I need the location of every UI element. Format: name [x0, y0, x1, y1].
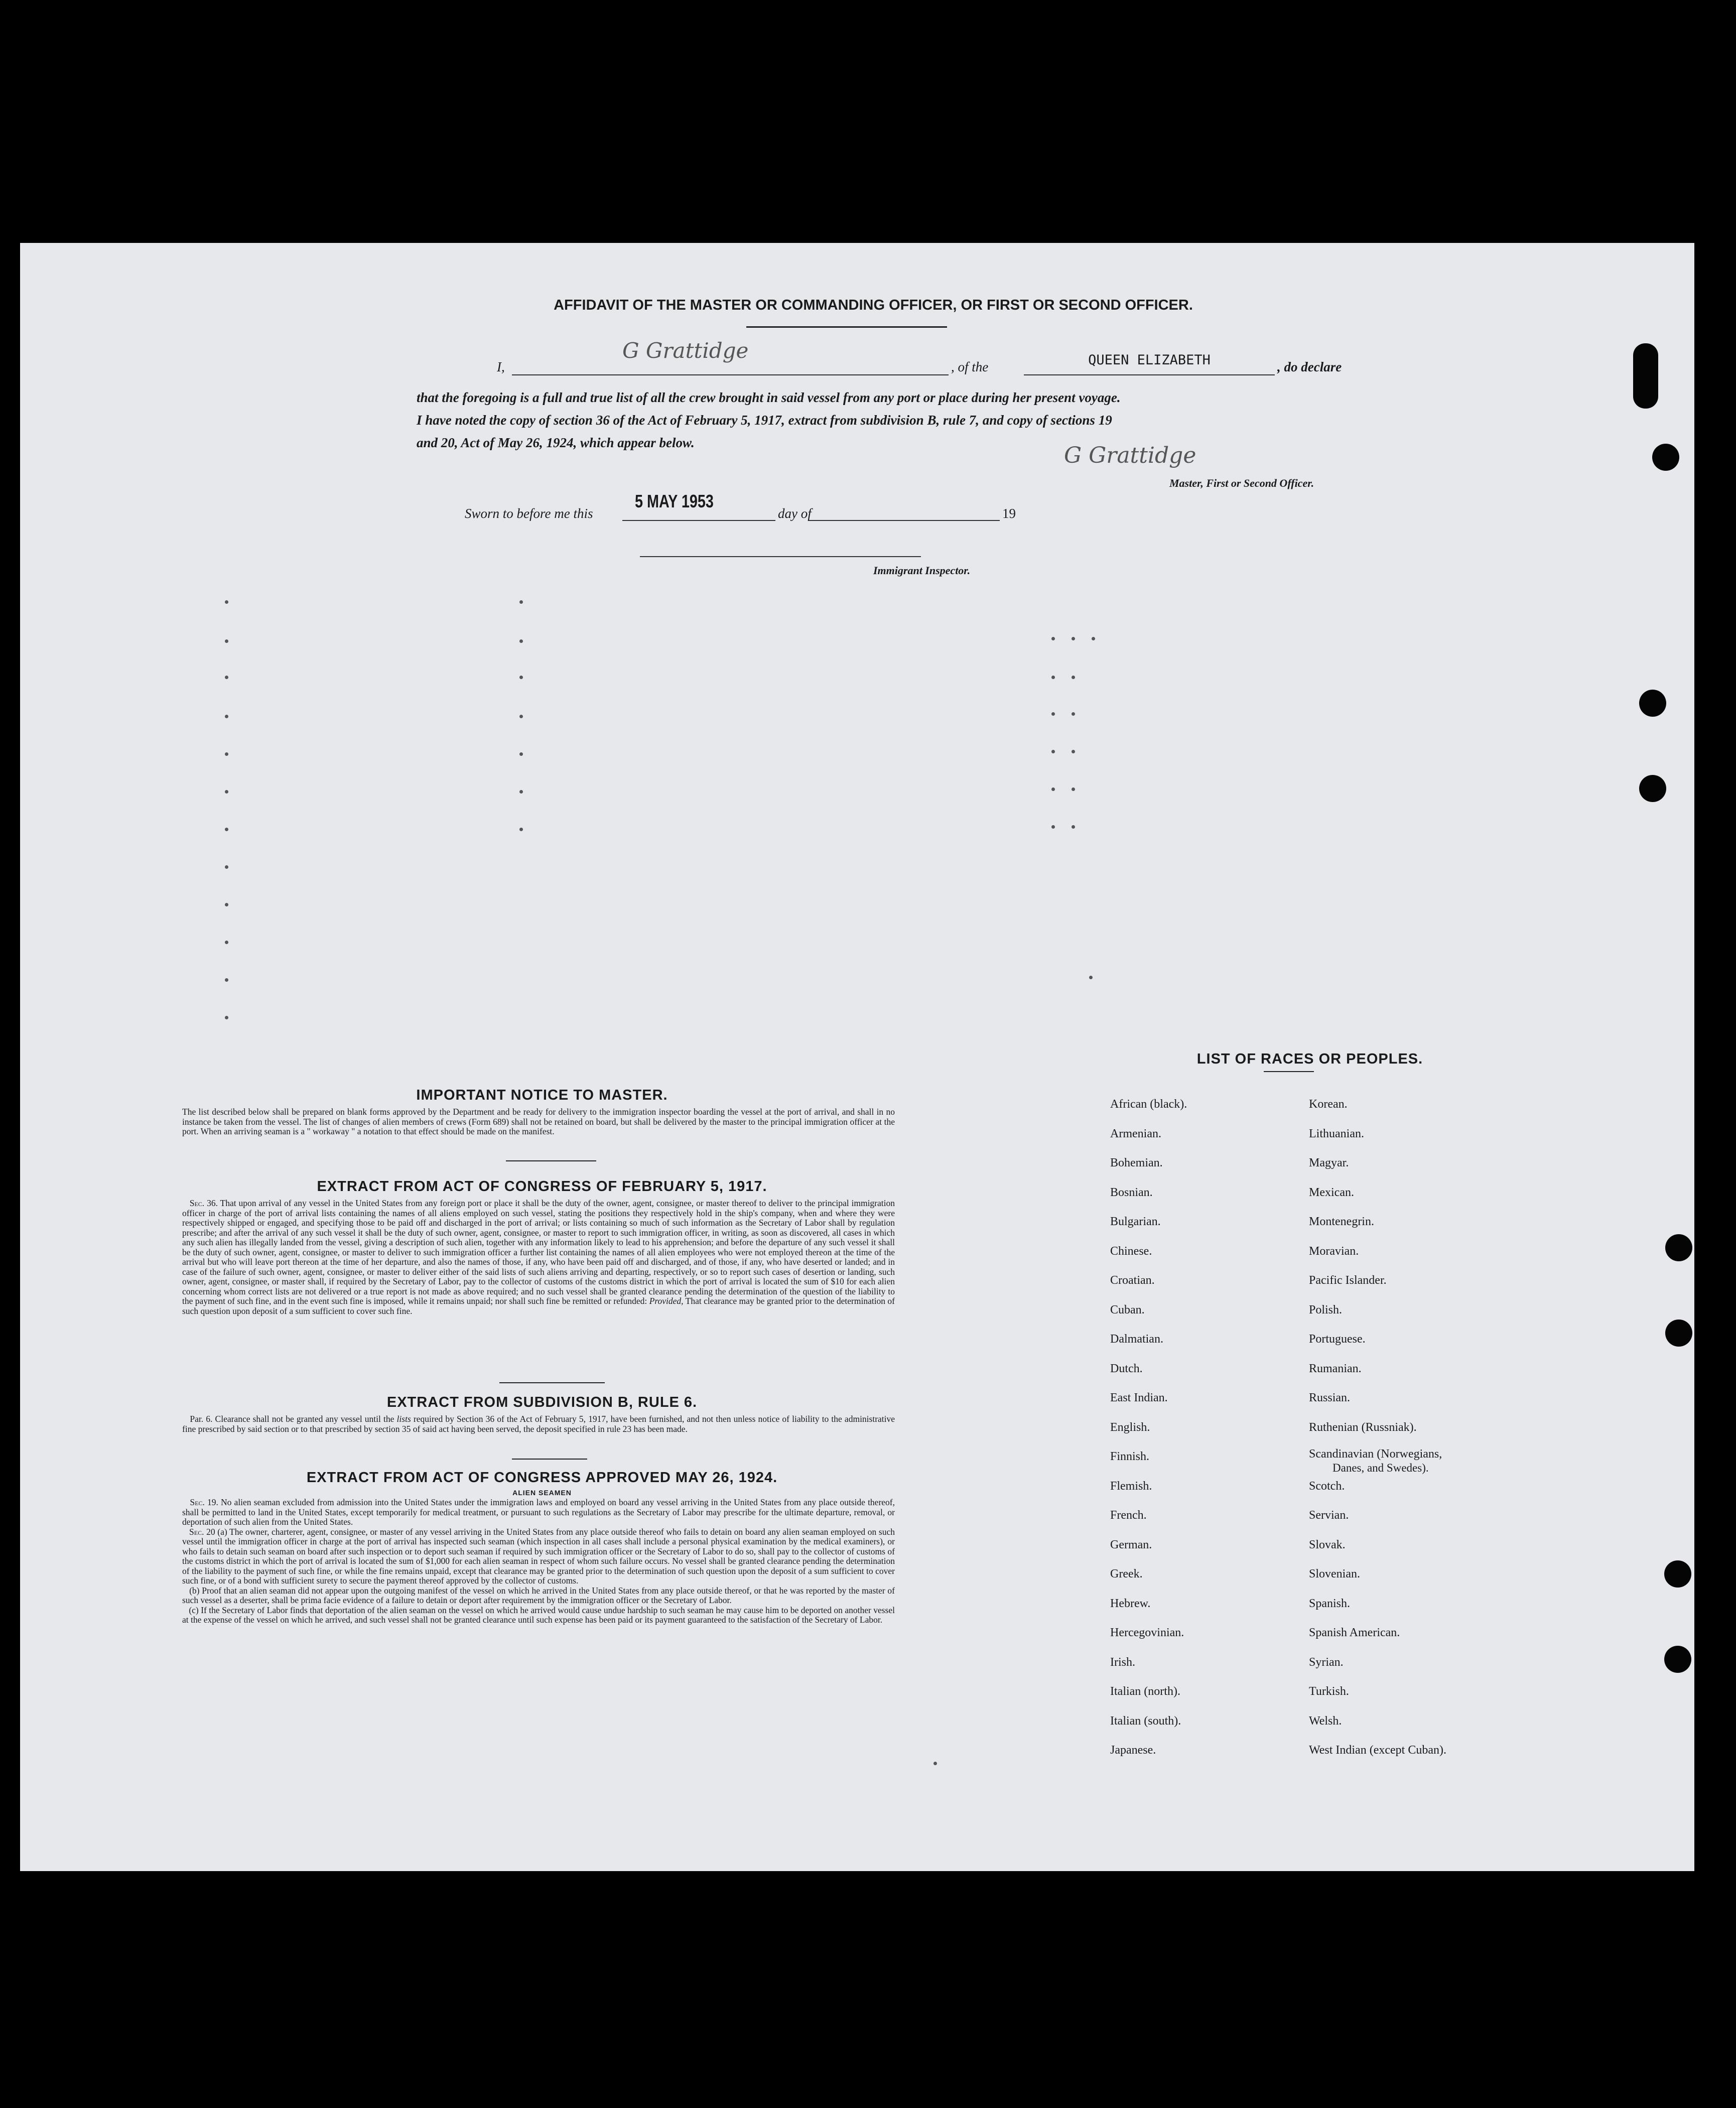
- race-item: Scotch.: [1309, 1480, 1345, 1493]
- race-item: Italian (south).: [1110, 1715, 1181, 1728]
- race-item: English.: [1110, 1421, 1150, 1434]
- extract-1917-title: EXTRACT FROM ACT OF CONGRESS OF FEBRUARY 5, 1917.: [317, 1178, 767, 1195]
- speck: [1072, 637, 1075, 640]
- race-item: Portuguese.: [1309, 1333, 1366, 1346]
- race-item: Italian (north).: [1110, 1685, 1180, 1698]
- speck: [1072, 787, 1075, 791]
- date-stamp: 5 MAY 1953: [635, 491, 714, 511]
- lists-word: lists: [396, 1414, 411, 1424]
- race-item: Bohemian.: [1110, 1156, 1163, 1169]
- extract-1917-text: [182, 1199, 895, 1316]
- race-item: Hebrew.: [1110, 1597, 1151, 1610]
- extract-rule6-title: EXTRACT FROM SUBDIVISION B, RULE 6.: [386, 1394, 698, 1410]
- section-text-end: That clearance may be granted prior to the determination of such question upon deposit of a sum sufficient to cover such fine.: [182, 1296, 895, 1316]
- master-caption: Master, First or Second Officer.: [1169, 477, 1314, 489]
- speck: [519, 790, 523, 794]
- section-text: That upon arrival of any vessel in the United States from any foreign port or place it shall be the duty of the owner, agent, consignee, or master thereof to deliver to the principal immigration officer in charge of the port of arrival lists containing the names of all aliens employed on such vessel, stating the positions they respectively hold in the ship's company, when and where they were respectively shipped or engaged, and specifying those to be paid off and discharged in the port of arrival; or lists containing so much of such information as the Secretary of Labor shall by regulation prescribe; and after the arrival of any such vessel it shall be the duty of such owner, agent, consignee, or master to report to such immigration officer, in writing, as soon as discovered, all cases in which any such alien has illegally landed from the vessel, giving a description of such alien, together with any information likely to lead to his apprehension; and before the departure of any such vessel it shall be the duty of such owner, agent, consignee, or master to deliver to such immigration officer a further list containing the names of all alien employees who were not employed thereon at the time of the arrival but who will leave port thereon at the time of her departure, and also the names of those, if any, who have been paid off and discharged, and of those, if any, who have deserted or landed; and in case of the failure of such owner, agent, consignee, or master to deliver either of the said lists of such aliens arriving and departing, respectively, or so to report such cases of desertion or landing, such owner, agent, consignee, or master shall, if required by the Secretary of Labor, pay to the collector of customs of the customs district in which the port of arrival is located the sum of $10 for each alien concerning whom correct lists are not delivered or a true report is not made as above required; and no such vessel shall be granted clearance pending the determination of the question of the liability to the payment of such fine, and in the event such fine is imposed, while it remains unpaid; nor shall such fine be remitted or refunded:: [182, 1198, 895, 1306]
- signature-master: G Grattidge: [1064, 443, 1196, 468]
- sec19-text: No alien seaman excluded from admission into the United States under the immigration laws and employed on board any vessel arriving in the United States from any place outside thereof, shall be permitted to land in the United States, except temporarily for medical treatment, or pursuant to such regulations as the Secretary of Labor may prescribe for the ultimate departure, removal, or deportation of such alien from the United States.: [182, 1497, 895, 1527]
- binding-hole: [1664, 1646, 1691, 1673]
- race-item: Greek.: [1110, 1567, 1143, 1580]
- par-label: Par. 6.: [190, 1414, 213, 1424]
- race-item: Cuban.: [1110, 1303, 1145, 1316]
- vessel-field: [1024, 374, 1275, 375]
- races-title: LIST OF RACES OR PEOPLES.: [1196, 1051, 1423, 1067]
- race-item: French.: [1110, 1509, 1147, 1522]
- declarant-name-field: [512, 374, 949, 375]
- declarant-label: I,: [497, 359, 505, 374]
- section-label: Sec. 20: [189, 1526, 215, 1537]
- notice-title: IMPORTANT NOTICE TO MASTER.: [416, 1087, 668, 1103]
- race-item: Magyar.: [1309, 1156, 1349, 1169]
- divider: [1264, 1071, 1314, 1072]
- declaration-line: and 20, Act of May 26, 1924, which appear below.: [417, 435, 695, 450]
- speck: [1072, 676, 1075, 679]
- speck: [225, 790, 228, 794]
- speck: [519, 600, 523, 604]
- binding-hole: [1639, 775, 1666, 802]
- race-item: Dutch.: [1110, 1362, 1143, 1375]
- race-item: Flemish.: [1110, 1480, 1152, 1493]
- race-item: Korean.: [1309, 1098, 1348, 1111]
- extract-1924-text: [182, 1498, 895, 1625]
- race-item: Ruthenian (Russniak).: [1309, 1421, 1417, 1434]
- declaration-text: [417, 386, 1380, 454]
- divider: [506, 1160, 596, 1161]
- alien-seamen-subtitle: ALIEN SEAMEN: [512, 1489, 572, 1497]
- do-declare-label: , do declare: [1277, 359, 1342, 374]
- extract-1924-title: EXTRACT FROM ACT OF CONGRESS APPROVED MAY 26, 1924.: [306, 1470, 778, 1486]
- speck: [225, 676, 228, 679]
- race-item: Spanish.: [1309, 1597, 1351, 1610]
- speck: [1051, 787, 1055, 791]
- speck: [225, 715, 228, 718]
- speck: [519, 752, 523, 756]
- speck: [225, 600, 228, 604]
- race-item: Slovenian.: [1309, 1567, 1360, 1580]
- vessel-name: QUEEN ELIZABETH: [1088, 352, 1211, 368]
- divider: [499, 1382, 605, 1383]
- speck: [1051, 676, 1055, 679]
- inspector-signature-field: [640, 556, 921, 557]
- declaration-line: that the foregoing is a full and true list of all the crew brought in said vessel from any port or place during her present voyage.: [417, 390, 1121, 405]
- speck: [1051, 637, 1055, 640]
- race-item-cont: Danes, and Swedes).: [1332, 1462, 1429, 1474]
- race-item: Turkish.: [1309, 1685, 1349, 1698]
- speck: [519, 828, 523, 831]
- speck: [1072, 825, 1075, 829]
- speck: [1089, 976, 1093, 979]
- speck: [519, 715, 523, 718]
- month-field: [809, 520, 1000, 521]
- race-item: Syrian.: [1309, 1656, 1344, 1669]
- speck: [225, 1016, 228, 1019]
- par-text: Clearance shall not be granted any vessel until the: [215, 1414, 394, 1424]
- race-item: Croatian.: [1110, 1274, 1155, 1287]
- binding-hole: [1639, 690, 1666, 717]
- race-item: Bosnian.: [1110, 1186, 1153, 1199]
- speck: [519, 639, 523, 643]
- speck: [225, 828, 228, 831]
- race-item: Bulgarian.: [1110, 1215, 1161, 1228]
- declaration-line: I have noted the copy of section 36 of the Act of February 5, 1917, extract from subdivision B, rule 7, and copy of sections 19: [417, 413, 1112, 428]
- binding-hole: [1664, 1560, 1691, 1588]
- race-item: Armenian.: [1110, 1127, 1161, 1140]
- race-item: Slovak.: [1309, 1538, 1346, 1551]
- day-of-label: day of: [778, 506, 812, 521]
- speck: [225, 639, 228, 643]
- race-item: German.: [1110, 1538, 1152, 1551]
- race-item: Rumanian.: [1309, 1362, 1362, 1375]
- binding-hole: [1652, 444, 1679, 471]
- sec20b-text: (b) Proof that an alien seaman did not appear upon the outgoing manifest of the vessel on which he arrived in the United States from any place outside thereof, or that he was reported by the master of such vessel as a deserter, shall be prima facie evidence of a failure to detain or deport after requirement by the immigration officer or the Secretary of Labor.: [182, 1585, 895, 1605]
- speck: [1051, 750, 1055, 753]
- speck: [225, 941, 228, 944]
- speck: [933, 1762, 937, 1765]
- race-item: Servian.: [1309, 1509, 1349, 1522]
- race-item: East Indian.: [1110, 1391, 1168, 1404]
- binding-hole: [1633, 343, 1658, 409]
- section-label: Sec. 36.: [189, 1198, 218, 1208]
- par-text-end: required by Section 36 of the Act of February 5, 1917, have been furnished, and not then unless notice of liability to the administrative fine prescribed by said section or to that prescribed by section 35 of said act having been served, the deposit specified in rule 23 has been made.: [182, 1414, 895, 1434]
- race-item: West Indian (except Cuban).: [1309, 1744, 1446, 1757]
- race-item: Welsh.: [1309, 1715, 1342, 1728]
- race-item: Lithuanian.: [1309, 1127, 1364, 1140]
- race-item: African (black).: [1110, 1098, 1187, 1111]
- document-page: [20, 243, 1694, 1871]
- race-item: Hercegovinian.: [1110, 1626, 1184, 1639]
- speck: [1051, 825, 1055, 829]
- speck: [1092, 637, 1095, 640]
- race-item: Mexican.: [1309, 1186, 1354, 1199]
- race-item: Scandinavian (Norwegians,: [1309, 1447, 1442, 1461]
- race-item: Spanish American.: [1309, 1626, 1400, 1639]
- race-item: Irish.: [1110, 1656, 1135, 1669]
- year-label: 19: [1002, 506, 1016, 521]
- race-item: Chinese.: [1110, 1245, 1152, 1258]
- race-item: Montenegrin.: [1309, 1215, 1374, 1228]
- speck: [225, 978, 228, 982]
- affidavit-title: AFFIDAVIT OF THE MASTER OR COMMANDING OFFICER, OR FIRST OR SECOND OFFICER.: [554, 297, 1193, 313]
- race-item: Moravian.: [1309, 1245, 1359, 1258]
- section-label: Sec. 19.: [190, 1497, 218, 1507]
- signature-declarant: G Grattidge: [622, 338, 749, 363]
- title-underline: [746, 326, 947, 328]
- race-item: Polish.: [1309, 1303, 1343, 1316]
- speck: [225, 903, 228, 906]
- speck: [1072, 750, 1075, 753]
- sec20c-text: (c) If the Secretary of Labor finds that deportation of the alien seaman on the vessel on which he arrived would cause undue hardship to such seaman he may cause him to be deported on another vessel at the expense of the vessel on which he arrived, and such vessel shall not be granted clearance until such expense has been paid or its payment guaranteed to the satisfaction of the Secretary of Labor.: [182, 1605, 895, 1625]
- race-item: Russian.: [1309, 1391, 1351, 1404]
- divider: [512, 1459, 587, 1460]
- speck: [1051, 712, 1055, 716]
- inspector-caption: Immigrant Inspector.: [873, 564, 971, 577]
- race-item: Dalmatian.: [1110, 1333, 1163, 1346]
- speck: [1072, 712, 1075, 716]
- speck: [225, 752, 228, 756]
- sec20a-text: (a) The owner, charterer, agent, consignee, or master of any vessel arriving in the United States from any place outside thereof who fails to detain on board any alien seaman employed on such vessel until the immigration officer in charge at the port of arrival has inspected such seaman (which inspection in all cases shall include a personal physical examination by the medical examiners), or who fails to detain such seaman on board after such inspection or to deport such seaman if required by such immigration officer or the Secretary of Labor to do so, shall pay to the collector of customs of the customs district in which the port of arrival is located the sum of $1,000 for each alien seaman in respect of whom such failure occurs. No vessel shall be granted clearance pending the determination of the liability to the payment of such fine, or while the fine remains unpaid, except that clearance may be granted prior to the determination of such question upon the deposit of a sum sufficient to cover such fine, or of a bond with sufficient surety to secure the payment thereof approved by the collector of customs.: [182, 1526, 895, 1586]
- binding-hole: [1665, 1234, 1692, 1261]
- sworn-day-field: [622, 520, 775, 521]
- sworn-label: Sworn to before me this: [465, 506, 593, 521]
- of-the-label: , of the: [951, 359, 989, 374]
- provided-word: Provided,: [649, 1296, 684, 1306]
- race-item: Finnish.: [1110, 1450, 1150, 1463]
- notice-text: The list described below shall be prepared on blank forms approved by the Department and be ready for delivery to the immigration inspector boarding the vessel at the port of arrival, and shall in no instance be taken from the vessel. The list of changes of alien members of crews (Form 689) shall not be retained on board, but shall be delivered by the master to the principal immigration officer at the port. When an arriving seaman is a " workaway " a notation to that effect should be made on the manifest.: [182, 1107, 895, 1136]
- binding-hole: [1665, 1320, 1692, 1347]
- race-item: Japanese.: [1110, 1744, 1156, 1757]
- extract-rule6-text: [182, 1414, 895, 1434]
- race-item: Pacific Islander.: [1309, 1274, 1387, 1287]
- speck: [519, 676, 523, 679]
- speck: [225, 865, 228, 869]
